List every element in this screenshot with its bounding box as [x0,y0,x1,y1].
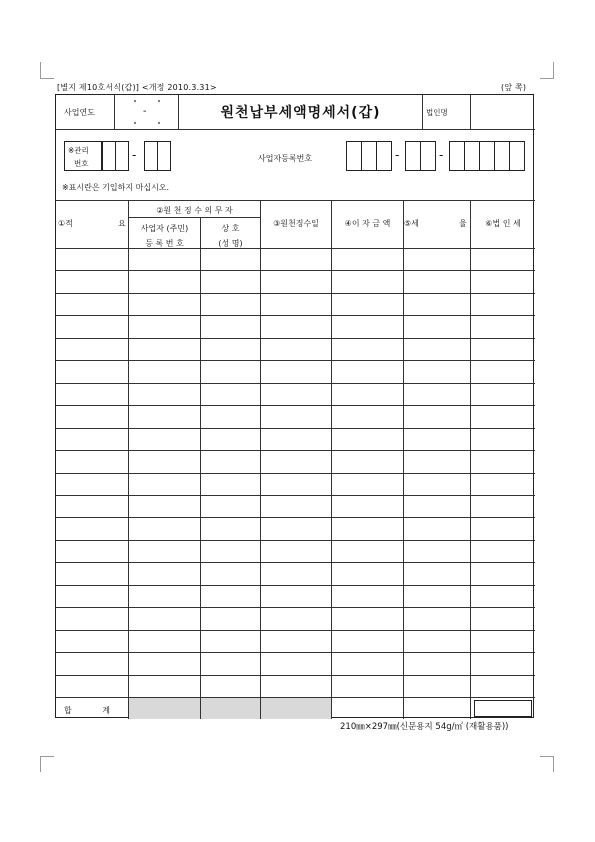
row-12-interest-amount-cell[interactable] [332,496,403,517]
col-description-header-2: 요 [118,219,126,228]
row-15-description-cell[interactable] [56,563,128,584]
row-10-corporate-tax-cell[interactable] [471,451,535,472]
row-4-corporate-tax-cell[interactable] [471,316,535,337]
col-corporate-tax-header: ⑥법 인 세 [485,219,521,228]
crop-mark-top-left [40,62,41,78]
row-13-withholding-date-cell[interactable] [261,518,331,539]
brn-digit-9[interactable] [494,141,510,171]
row-2-brn-cell[interactable] [129,271,200,292]
row-14-trade-name-cell[interactable] [201,541,260,562]
row-9-tax-rate-cell[interactable] [404,429,470,450]
crop-mark-bottom-left [40,756,54,757]
row-18-tax-rate-cell[interactable] [404,631,470,652]
row-9-interest-amount-cell[interactable] [332,429,403,450]
form-number: [별지 제10호서식(갑)] <개정 2010.3.31> [57,83,217,92]
brn-digit-4[interactable] [405,141,421,171]
crop-mark-bottom-right [553,756,554,772]
total-tax-rate-cell [404,698,470,719]
row-8-trade-name-cell[interactable] [201,406,260,427]
brn-digit-5[interactable] [420,141,436,171]
row-2-trade-name-cell[interactable] [201,271,260,292]
row-12-trade-name-cell[interactable] [201,496,260,517]
row-18-description-cell[interactable] [56,631,128,652]
row-7-tax-rate-cell[interactable] [404,384,470,405]
management-number-field-1[interactable] [102,141,116,171]
row-2-withholding-date-cell[interactable] [261,271,331,292]
row-20-corporate-tax-cell[interactable] [471,676,535,697]
brn-digit-8[interactable] [479,141,495,171]
crop-mark-top-right [540,78,554,79]
management-number-field-4[interactable] [157,141,171,171]
brn-dash-1: - [395,148,400,162]
row-17-corporate-tax-cell[interactable] [471,608,535,629]
total-brn-cell [129,698,200,719]
row-3-withholding-date-cell[interactable] [261,294,331,315]
row-11-withholding-date-cell[interactable] [261,474,331,495]
row-15-corporate-tax-cell[interactable] [471,563,535,584]
row-11-description-cell[interactable] [56,474,128,495]
fiscal-year-label: 사업연도 [64,108,95,117]
fiscal-year-field[interactable] [115,95,178,129]
corporation-name-label: 법인명 [426,108,448,117]
row-19-interest-amount-cell[interactable] [332,653,403,674]
row-6-corporate-tax-cell[interactable] [471,361,535,382]
row-19-description-cell[interactable] [56,653,128,674]
row-16-interest-amount-cell[interactable] [332,586,403,607]
row-14-description-cell[interactable] [56,541,128,562]
row-15-interest-amount-cell[interactable] [332,563,403,584]
management-number-field-3[interactable] [144,141,158,171]
row-13-interest-amount-cell[interactable] [332,518,403,539]
row-6-tax-rate-cell[interactable] [404,361,470,382]
row-3-interest-amount-cell[interactable] [332,294,403,315]
row-15-tax-rate-cell[interactable] [404,563,470,584]
col-tax-rate-header-2: 율 [459,219,467,228]
crop-mark-top-right [553,62,554,78]
row-20-withholding-date-cell[interactable] [261,676,331,697]
row-7-description-cell[interactable] [56,384,128,405]
row-14-brn-cell[interactable] [129,541,200,562]
row-1-tax-rate-cell[interactable] [404,249,470,270]
row-11-tax-rate-cell[interactable] [404,474,470,495]
business-registration-number-label: 사업자등록번호 [258,154,313,163]
instruction-note: ※표시란은 기입하지 마십시오. [62,183,170,192]
row-8-corporate-tax-cell[interactable] [471,406,535,427]
row-14-tax-rate-cell[interactable] [404,541,470,562]
row-10-withholding-date-cell[interactable] [261,451,331,472]
row-12-corporate-tax-cell[interactable] [471,496,535,517]
col-withholding-date-header: ③원천징수일 [273,219,319,228]
row-11-corporate-tax-cell[interactable] [471,474,535,495]
col-interest-amount-header: ④이 자 금 액 [344,219,391,228]
total-corporate-tax-cell[interactable] [474,700,532,717]
row-7-trade-name-cell[interactable] [201,384,260,405]
row-19-trade-name-cell[interactable] [201,653,260,674]
brn-dash-2: - [439,148,444,162]
crop-mark-bottom-left [40,756,41,772]
row-10-trade-name-cell[interactable] [201,451,260,472]
row-17-interest-amount-cell[interactable] [332,608,403,629]
total-interest-amount-cell[interactable] [332,698,403,719]
row-3-trade-name-cell[interactable] [201,294,260,315]
row-12-brn-cell[interactable] [129,496,200,517]
row-4-tax-rate-cell[interactable] [404,316,470,337]
row-16-description-cell[interactable] [56,586,128,607]
row-10-brn-cell[interactable] [129,451,200,472]
row-8-interest-amount-cell[interactable] [332,406,403,427]
row-7-brn-cell[interactable] [129,384,200,405]
page-side-label: (앞 쪽) [501,83,527,92]
row-7-withholding-date-cell[interactable] [261,384,331,405]
row-8-withholding-date-cell[interactable] [261,406,331,427]
row-7-corporate-tax-cell[interactable] [471,384,535,405]
row-19-tax-rate-cell[interactable] [404,653,470,674]
row-2-corporate-tax-cell[interactable] [471,271,535,292]
brn-digit-6[interactable] [449,141,465,171]
row-8-tax-rate-cell[interactable] [404,406,470,427]
row-20-brn-cell[interactable] [129,676,200,697]
row-7-interest-amount-cell[interactable] [332,384,403,405]
row-6-trade-name-cell[interactable] [201,361,260,382]
row-13-description-cell[interactable] [56,518,128,539]
row-10-description-cell[interactable] [56,451,128,472]
row-19-withholding-date-cell[interactable] [261,653,331,674]
row-14-interest-amount-cell[interactable] [332,541,403,562]
row-14-corporate-tax-cell[interactable] [471,541,535,562]
crop-mark-bottom-right [540,756,554,757]
row-20-trade-name-cell[interactable] [201,676,260,697]
row-2-description-cell[interactable] [56,271,128,292]
row-11-interest-amount-cell[interactable] [332,474,403,495]
row-1-description-cell[interactable] [56,249,128,270]
total-label: 합 계 [64,706,124,715]
row-13-tax-rate-cell[interactable] [404,518,470,539]
row-12-description-cell[interactable] [56,496,128,517]
row-5-withholding-date-cell[interactable] [261,339,331,360]
row-18-brn-cell[interactable] [129,631,200,652]
row-16-withholding-date-cell[interactable] [261,586,331,607]
row-1-brn-cell[interactable] [129,249,200,270]
row-16-corporate-tax-cell[interactable] [471,586,535,607]
row-13-trade-name-cell[interactable] [201,518,260,539]
row-1-withholding-date-cell[interactable] [261,249,331,270]
row-15-brn-cell[interactable] [129,563,200,584]
brn-digit-2[interactable] [361,141,377,171]
row-10-tax-rate-cell[interactable] [404,451,470,472]
row-9-withholding-date-cell[interactable] [261,429,331,450]
row-17-trade-name-cell[interactable] [201,608,260,629]
row-18-corporate-tax-cell[interactable] [471,631,535,652]
row-19-brn-cell[interactable] [129,653,200,674]
row-9-brn-cell[interactable] [129,429,200,450]
row-17-tax-rate-cell[interactable] [404,608,470,629]
row-1-corporate-tax-cell[interactable] [471,249,535,270]
row-15-trade-name-cell[interactable] [201,563,260,584]
row-4-withholding-date-cell[interactable] [261,316,331,337]
row-19-corporate-tax-cell[interactable] [471,653,535,674]
row-3-brn-cell[interactable] [129,294,200,315]
col-brn-header: 사업자 (주민) 등 록 번 호 [140,224,189,248]
row-17-description-cell[interactable] [56,608,128,629]
row-1-trade-name-cell[interactable] [201,249,260,270]
row-15-withholding-date-cell[interactable] [261,563,331,584]
row-18-trade-name-cell[interactable] [201,631,260,652]
row-13-corporate-tax-cell[interactable] [471,518,535,539]
row-4-brn-cell[interactable] [129,316,200,337]
crop-mark-top-left [40,78,54,79]
row-8-brn-cell[interactable] [129,406,200,427]
row-12-withholding-date-cell[interactable] [261,496,331,517]
row-20-description-cell[interactable] [56,676,128,697]
row-17-withholding-date-cell[interactable] [261,608,331,629]
brn-digit-10[interactable] [509,141,525,171]
row-6-description-cell[interactable] [56,361,128,382]
row-5-tax-rate-cell[interactable] [404,339,470,360]
row-9-trade-name-cell[interactable] [201,429,260,450]
row-16-tax-rate-cell[interactable] [404,586,470,607]
row-2-interest-amount-cell[interactable] [332,271,403,292]
col-description-header: ①적 [58,219,73,228]
row-6-withholding-date-cell[interactable] [261,361,331,382]
row-11-brn-cell[interactable] [129,474,200,495]
row-6-interest-amount-cell[interactable] [332,361,403,382]
row-5-corporate-tax-cell[interactable] [471,339,535,360]
col-trade-name-header: 상 호 (성 명) [218,224,243,248]
row-4-description-cell[interactable] [56,316,128,337]
row-14-withholding-date-cell[interactable] [261,541,331,562]
brn-digit-3[interactable] [376,141,392,171]
withholding-tax-statement-form [55,94,534,718]
row-13-brn-cell[interactable] [129,518,200,539]
row-20-tax-rate-cell[interactable] [404,676,470,697]
row-18-withholding-date-cell[interactable] [261,631,331,652]
row-4-interest-amount-cell[interactable] [332,316,403,337]
management-number-dash: - [132,148,137,162]
row-9-description-cell[interactable] [56,429,128,450]
row-5-trade-name-cell[interactable] [201,339,260,360]
row-3-description-cell[interactable] [56,294,128,315]
fiscal-year-value: - [143,106,147,117]
management-number-label-box: ※관리 번호 [64,141,102,171]
row-5-description-cell[interactable] [56,339,128,360]
row-18-interest-amount-cell[interactable] [332,631,403,652]
total-trade-name-cell [201,698,260,719]
row-11-trade-name-cell[interactable] [201,474,260,495]
col-withholder-header: ②원 천 징 수 의 무 자 [156,206,233,215]
row-3-tax-rate-cell[interactable] [404,294,470,315]
row-8-description-cell[interactable] [56,406,128,427]
row-6-brn-cell[interactable] [129,361,200,382]
row-16-brn-cell[interactable] [129,586,200,607]
row-9-corporate-tax-cell[interactable] [471,429,535,450]
row-20-interest-amount-cell[interactable] [332,676,403,697]
row-5-interest-amount-cell[interactable] [332,339,403,360]
brn-digit-7[interactable] [464,141,480,171]
paper-spec-footer: 210㎜×297㎜(신문용지 54g/㎡ (재활용품)) [340,722,509,732]
col-tax-rate-header: ⑤세 [404,219,419,228]
row-1-interest-amount-cell[interactable] [332,249,403,270]
row-5-brn-cell[interactable] [129,339,200,360]
row-10-interest-amount-cell[interactable] [332,451,403,472]
form-title: 원천납부세액명세서(갑) [220,105,381,121]
corporation-name-field[interactable] [471,95,534,129]
management-number-field-2[interactable] [115,141,129,171]
row-12-tax-rate-cell[interactable] [404,496,470,517]
row-16-trade-name-cell[interactable] [201,586,260,607]
brn-digit-1[interactable] [346,141,362,171]
row-17-brn-cell[interactable] [129,608,200,629]
row-2-tax-rate-cell[interactable] [404,271,470,292]
total-date-cell [261,698,331,719]
row-4-trade-name-cell[interactable] [201,316,260,337]
row-3-corporate-tax-cell[interactable] [471,294,535,315]
